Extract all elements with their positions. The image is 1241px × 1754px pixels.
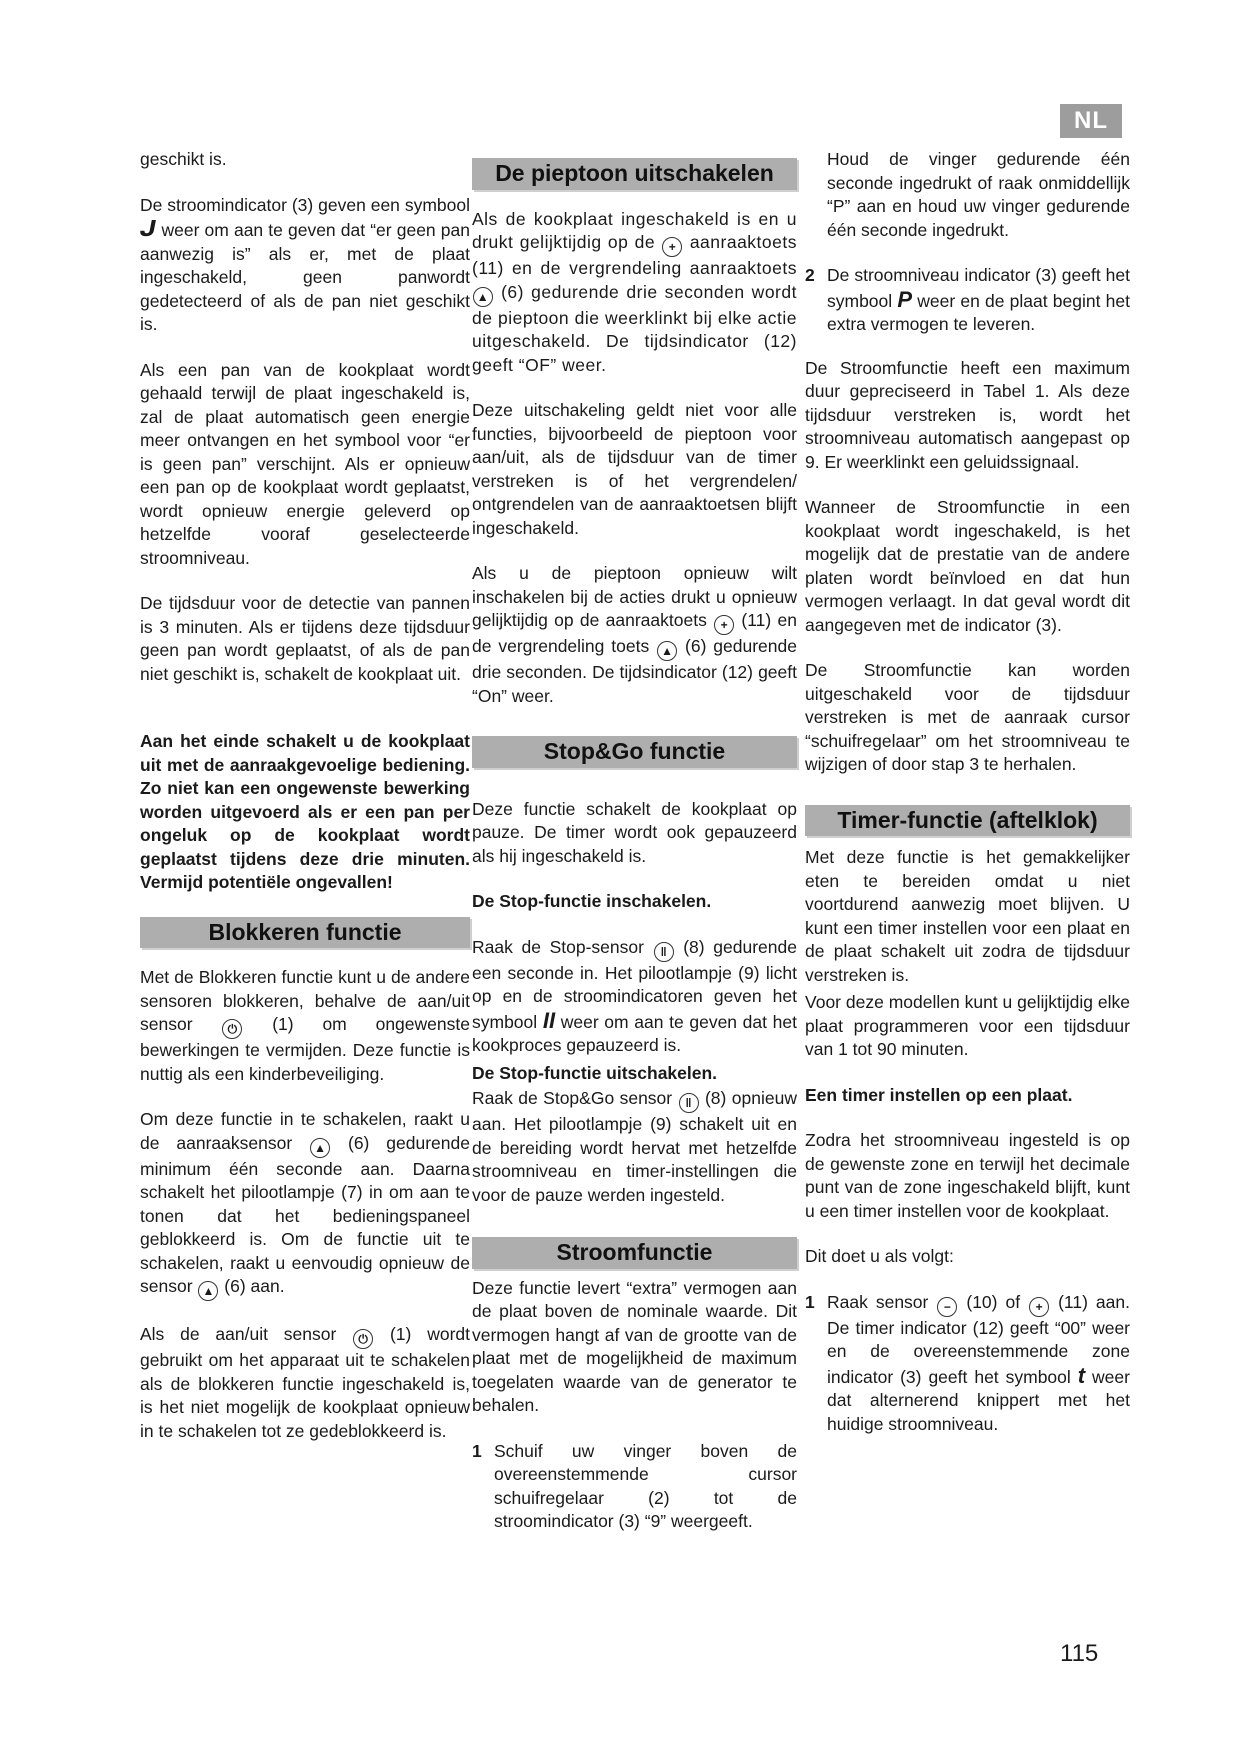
- paragraph: Voor deze modellen kunt u gelijktijdig elke plaat programmeren voor een tijdsduur van 1 tot 90 minuten.: [805, 992, 1130, 1059]
- column-2: [472, 148, 797, 1554]
- section-heading-block: Blokkeren functie: [140, 917, 470, 949]
- lock-icon: ▲: [473, 287, 493, 307]
- timer-symbol-icon: t: [1077, 1362, 1086, 1388]
- lock-icon: ▲: [657, 641, 677, 661]
- paragraph: geschikt is.: [140, 149, 227, 169]
- paragraph: Om deze functie in te schakelen, raakt u de aanraaksensor ▲ (6) gedurende minimum één seconde aan. Daarna schakelt het pilootlampje (7) in om aan te tonen dat het bedieningspaneel geblokkeerd is. Om de functie uit te schakelen, raakt u eenvoudig opnieuw de sensor ▲ (6) aan.: [140, 1108, 470, 1301]
- paragraph: De stroomindicator (3) geven een symbool ᒍ weer om aan te geven dat “er geen pan aanwezig is” als er, met de plaat ingeschakeld, geen panwordt gedetecteerd of als de pan niet geschikt is.: [140, 194, 470, 334]
- subheading-stop-on: De Stop-functie inschakelen.: [472, 891, 712, 911]
- paragraph: Houd de vinger gedurende één seconde ingedrukt of raak onmiddellijk “P” aan en houd uw vinger gedurende één seconde ingedrukt.: [827, 149, 1130, 240]
- paragraph: De Stroomfunctie heeft een maximum duur gepreciseerd in Tabel 1. Als deze tijdsduur verstreken is, wordt het stroomniveau automatisch aangepast op 9. Er weerklinkt een geluidssignaal.: [805, 357, 1130, 472]
- pause-icon: ‖: [654, 942, 674, 962]
- paragraph: Met de Blokkeren functie kunt u de andere sensoren blokkeren, behalve de aan/uit sensor ⏻ (1) om ongewenste bewerkingen te vermijden. Deze functie is nuttig als een kinderbeveiliging.: [140, 967, 470, 1084]
- paragraph: Wanneer de Stroomfunctie in een kookplaat wordt ingeschakeld, is het mogelijk dat de prestatie van de andere platen wordt beïnvloed en dat hun vermogen verlaagt. In dat geval wordt dit aangegeven met de indicator (3).: [805, 497, 1130, 635]
- plus-icon: +: [662, 237, 682, 257]
- subheading-timer-set: Een timer instellen op een plaat.: [805, 1084, 1073, 1105]
- step-text: Schuif uw vinger boven de overeenstemmende cursor schuifregelaar (2) tot de stroomindicator (3) “9” weergeeft.: [494, 1440, 797, 1531]
- pause-icon: ‖: [679, 1093, 699, 1113]
- lock-icon: ▲: [198, 1281, 218, 1301]
- numbered-step: 2 De stroomniveau indicator (3) geeft het symbool P weer en de plaat begint het extra vermogen te leveren.: [805, 264, 1130, 337]
- plus-icon: +: [1029, 1297, 1049, 1317]
- paragraph: De Stroomfunctie kan worden uitgeschakeld voor de tijdsduur verstreken is met de aanraak cursor “schuifregelaar” om het stroomniveau te wijzigen of door stap 3 te herhalen.: [805, 660, 1130, 774]
- column-1: [140, 148, 470, 1465]
- section-heading-stopgo: Stop&Go functie: [472, 736, 797, 768]
- paragraph: Zodra het stroomniveau ingesteld is op de gewenste zone en terwijl het decimale punt van de zone ingeschakeld blijft, kunt u een timer instellen voor de kookplaat.: [805, 1130, 1130, 1221]
- paragraph: De tijdsduur voor de detectie van pannen is 3 minuten. Als er tijdens deze tijdsduur geen pan wordt geplaatst, of als de pan niet geschikt is, schakelt de kookplaat uit.: [140, 593, 470, 684]
- column-3: [805, 148, 1130, 1456]
- paragraph: Raak de Stop-sensor ‖ (8) gedurende een seconde in. Het pilootlampje (9) licht op en de stroomindicatoren geven het symbool II weer om aan te geven dat het kookproces gepauzeerd is.: [472, 936, 797, 1055]
- section-heading-timer: Timer-functie (aftelklok): [805, 805, 1130, 837]
- power-boost-symbol-icon: P: [897, 286, 913, 312]
- step-number: 1: [472, 1440, 482, 1461]
- paragraph: Als u de pieptoon opnieuw wilt inschakelen bij de acties drukt u opnieuw gelijktijdig op de aanraaktoets + (11) en de vergrendeling toets ▲ (6) gedurende drie seconden. De tijdsindicator (12) geeft “On” weer.: [472, 563, 797, 706]
- warning-paragraph: Aan het einde schakelt u de kookplaat uit met de aanraakgevoelige bediening. Zo niet kan een ongewenste bewerking worden uitgevoerd als er een pan per ongeluk op de kookplaat wordt geplaatst tijdens deze drie minuten. Vermijd potentiële ongevallen!: [140, 731, 470, 892]
- step-number: 1: [805, 1291, 815, 1312]
- paragraph: Als de kookplaat ingeschakeld is en u drukt gelijktijdig op de + aanraaktoets (11) en de vergrendeling aanraaktoets ▲ (6) gedurende drie seconden wordt de pieptoon die weerklinkt bij elke actie uitgeschakeld. De tijdsindicator (12) geeft “OF” weer.: [472, 208, 797, 375]
- numbered-step: 1 Raak sensor − (10) of + (11) aan. De timer indicator (12) geeft “00” weer en de overeenstemmende zone indicator (3) geeft het symbool t weer dat alternerend knippert met het huidige stroomniveau.: [805, 1291, 1130, 1437]
- subheading-stop-off: De Stop-functie uitschakelen.: [472, 1062, 718, 1083]
- paragraph: Deze functie levert “extra” vermogen aan de plaat boven de nominale waarde. Dit vermogen hangt af van de grootte van de plaat met de mogelijkheid de maximum toegelaten waarde van de generator te behalen.: [472, 1277, 797, 1415]
- pause-symbol-icon: II: [542, 1007, 556, 1033]
- paragraph: Deze functie schakelt de kookplaat op pauze. De timer wordt ook gepauzeerd als hij ingeschakeld is.: [472, 798, 797, 866]
- section-heading-beep: De pieptoon uitschakelen: [472, 158, 797, 190]
- paragraph: Raak de Stop&Go sensor ‖ (8) opnieuw aan. Het pilootlampje (9) schakelt uit en de bereiding wordt hervat met hetzelfde stroomniveau en timer-instellingen die voor de pauze werden ingesteld.: [472, 1088, 797, 1205]
- paragraph: Deze uitschakeling geldt niet voor alle functies, bijvoorbeeld de pieptoon voor aan/uit, als de tijdsduur van de timer verstreken is of het vergrendelen/ ontgrendelen van de aanraaktoetsen blijft ingeschakeld.: [472, 400, 797, 538]
- power-icon: ⏻: [353, 1329, 373, 1349]
- step-number: 2: [805, 265, 815, 285]
- paragraph: Met deze functie is het gemakkelijker eten te bereiden omdat u niet voortdurend aanwezig moet blijven. U kunt een timer instellen voor een plaat en de plaat schakelt uit zodra de tijdsduur verstreken is.: [805, 847, 1130, 985]
- lock-icon: ▲: [310, 1138, 330, 1158]
- language-badge: NL: [1060, 104, 1122, 138]
- paragraph: Dit doet u als volgt:: [805, 1246, 954, 1266]
- power-icon: ⏻: [222, 1019, 242, 1039]
- paragraph: Als de aan/uit sensor ⏻ (1) wordt gebruikt om het apparaat uit te schakelen als de blokkeren functie ingeschakeld is, is het niet mogelijk de kookplaat opnieuw in te schakelen tot ze gedeblokkeerd is.: [140, 1324, 470, 1441]
- plus-icon: +: [714, 615, 734, 635]
- numbered-step: [472, 1440, 797, 1534]
- section-heading-power: Stroomfunctie: [472, 1237, 797, 1269]
- no-pan-symbol-icon: ᒍ: [140, 216, 157, 241]
- minus-icon: −: [937, 1297, 957, 1317]
- paragraph: Als een pan van de kookplaat wordt gehaald terwijl de plaat ingeschakeld is, zal de plaat automatisch geen energie meer ontvangen en het symbool voor “er is geen pan” verschijnt. Als er opnieuw een pan op de kookplaat wordt geplaatst, wordt opnieuw energie geleverd op hetzelfde vooraf geselecteerde stroomniveau.: [140, 359, 470, 568]
- page-number: 115: [1060, 1640, 1099, 1667]
